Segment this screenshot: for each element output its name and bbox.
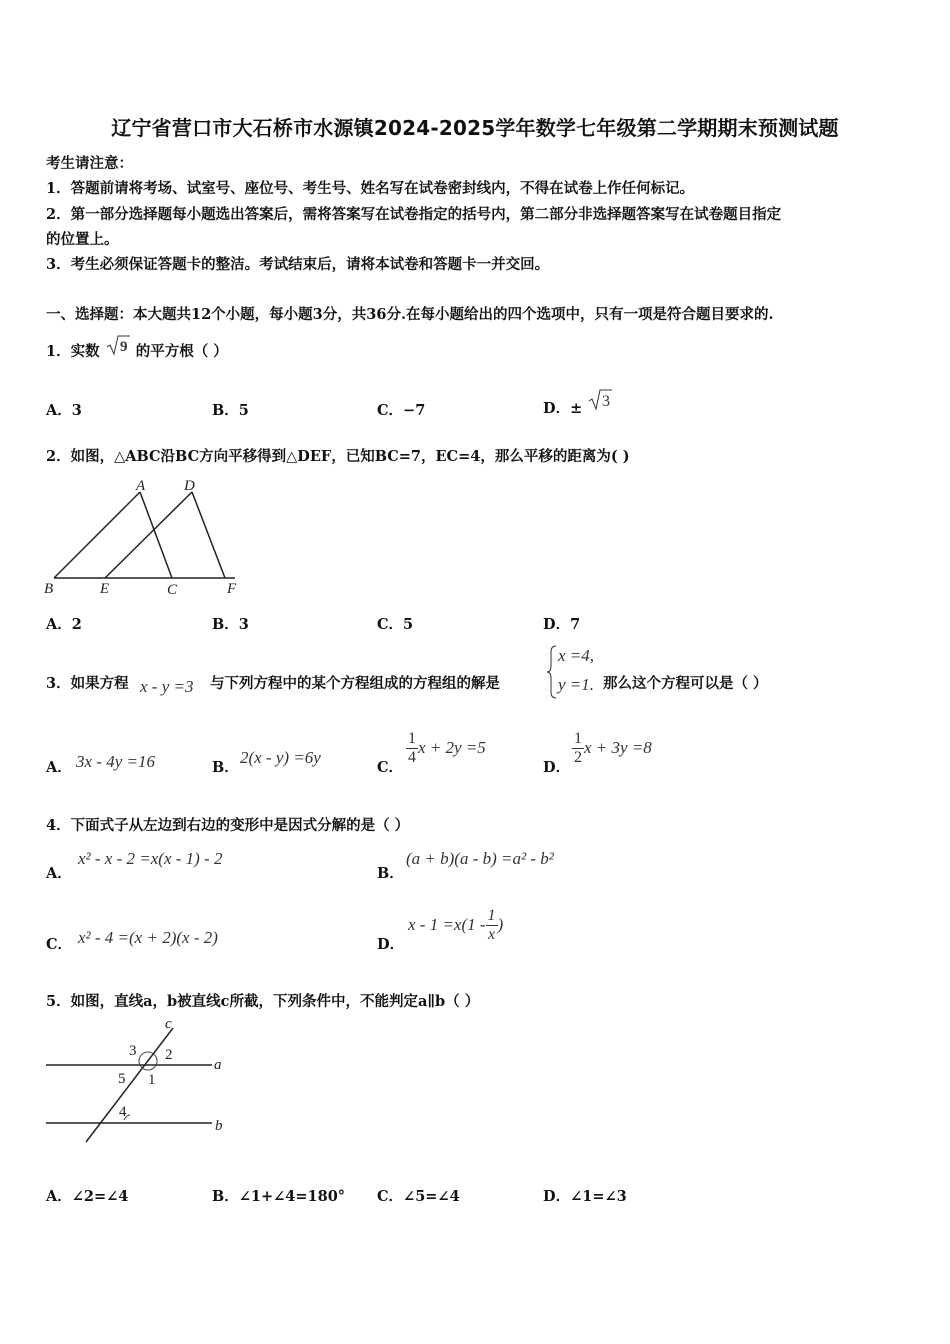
fraction: $\frac{1}{x}$ bbox=[487, 907, 496, 943]
q1-radicand: 9 bbox=[119, 339, 128, 355]
q2-option-c[interactable]: C．5 bbox=[377, 616, 414, 633]
line-df bbox=[192, 492, 225, 578]
q4-option-c[interactable]: C． bbox=[46, 936, 73, 953]
label-d: D bbox=[184, 478, 195, 494]
fraction: $\frac{1}{2}$ bbox=[574, 730, 582, 766]
page-title: 辽宁省营口市大石桥市水源镇2024-2025学年数学七年级第二学期期末预测试题 bbox=[111, 116, 839, 140]
q3-option-b-expr: 2(x - y) =6y bbox=[240, 748, 321, 767]
q3-option-a-expr: 3x - 4y =16 bbox=[76, 752, 155, 771]
q1-d-radicand: 3 bbox=[602, 393, 611, 410]
q1-option-a[interactable]: A．3 bbox=[46, 402, 82, 419]
q1-option-d[interactable] bbox=[543, 387, 613, 418]
angle-4-label: 4 bbox=[119, 1104, 127, 1120]
q3-stem-suffix: 那么这个方程可以是（ ） bbox=[603, 675, 768, 692]
q3-option-d-expr: $\frac{1}{2}$ x + 3y =8 bbox=[574, 730, 652, 766]
q1-stem-suffix: 的平方根（ ） bbox=[135, 343, 228, 360]
q3-stem-prefix: 3．如果方程 bbox=[46, 675, 129, 692]
q5-option-d[interactable]: D．∠1=∠3 bbox=[543, 1188, 627, 1205]
label-b: b bbox=[215, 1118, 223, 1134]
fraction: $\frac{1}{4}$ bbox=[408, 730, 416, 766]
angle-3-label: 3 bbox=[129, 1043, 137, 1059]
q3-option-c-expr: $\frac{1}{4}$ x + 2y =5 bbox=[408, 730, 486, 766]
q2-option-a[interactable]: A．2 bbox=[46, 616, 82, 633]
q4-option-b-expr: (a + b)(a - b) =a² - b² bbox=[406, 849, 554, 868]
label-a: A bbox=[136, 478, 146, 494]
q1-option-c[interactable]: C．−7 bbox=[377, 402, 426, 419]
q4-option-c-expr: x² - 4 =(x + 2)(x - 2) bbox=[78, 928, 218, 947]
q5-option-b[interactable]: B．∠1+∠4=180° bbox=[212, 1188, 346, 1205]
q4-option-d[interactable]: D． bbox=[377, 936, 405, 953]
notice-item: 1．答题前请将考场、试室号、座位号、考生号、姓名写在试卷密封线内，不得在试卷上作任何标记。 bbox=[46, 180, 695, 197]
angle-5-label: 5 bbox=[118, 1071, 126, 1087]
q3-stem-middle: 与下列方程中的某个方程组成的方程组的解是 bbox=[210, 675, 500, 692]
notice-heading: 考生请注意： bbox=[46, 155, 133, 172]
q3-option-c[interactable]: C． bbox=[377, 759, 404, 776]
q3-system-line1: x =4, bbox=[558, 646, 595, 665]
sqrt-icon bbox=[105, 334, 131, 358]
q5-parallel-lines-figure bbox=[40, 1014, 240, 1149]
q5-option-a[interactable]: A．∠2=∠4 bbox=[46, 1188, 129, 1205]
q3-equation: x - y =3 bbox=[140, 677, 194, 696]
q1-stem bbox=[46, 340, 228, 361]
sqrt-icon bbox=[587, 387, 613, 413]
q2-stem: 2．如图，△ABC沿BC方向平移得到△DEF，已知BC=7，EC=4，那么平移的距离为( ) bbox=[46, 448, 630, 465]
q2-option-b[interactable]: B．3 bbox=[212, 616, 249, 633]
notice-item: 3．考生必须保证答题卡的整洁。考试结束后，请将本试卷和答题卡一并交回。 bbox=[46, 256, 550, 273]
line-ac bbox=[140, 492, 172, 578]
section-heading: 一、选择题：本大题共12个小题，每小题3分，共36分.在每小题给出的四个选项中，只有一项是符合题目要求的. bbox=[46, 306, 774, 323]
brace-icon bbox=[546, 644, 558, 700]
label-e: E bbox=[100, 581, 110, 597]
angle-2-label: 2 bbox=[165, 1047, 173, 1063]
notice-item: 的位置上。 bbox=[46, 231, 119, 248]
label-a: a bbox=[214, 1057, 222, 1073]
q1-option-b[interactable]: B．5 bbox=[212, 402, 249, 419]
q4-option-b[interactable]: B． bbox=[377, 865, 404, 882]
label-b: B bbox=[44, 581, 54, 597]
notice-item: 2．第一部分选择题每小题选出答案后，需将答案写在试卷指定的括号内，第二部分非选择题答案写在试卷题目指定 bbox=[46, 206, 782, 223]
q3-option-b[interactable]: B． bbox=[212, 759, 239, 776]
q4-stem: 4．下面式子从左边到右边的变形中是因式分解的是（ ） bbox=[46, 817, 410, 834]
q1-stem-prefix: 1．实数 bbox=[46, 343, 100, 360]
q3-option-a[interactable]: A． bbox=[46, 759, 72, 776]
q4-option-d-expr: x - 1 =x(1 - $\frac{1}{x}$ ) bbox=[408, 907, 504, 943]
q2-triangle-figure bbox=[40, 475, 250, 600]
q4-option-a[interactable]: A． bbox=[46, 865, 72, 882]
q5-option-c[interactable]: C．∠5=∠4 bbox=[377, 1188, 460, 1205]
q5-stem: 5．如图，直线a，b被直线c所截，下列条件中，不能判定a∥b（ ） bbox=[46, 993, 480, 1010]
q3-system-line2: y =1. bbox=[558, 675, 595, 694]
label-f: F bbox=[227, 581, 237, 597]
label-c: c bbox=[165, 1016, 172, 1032]
line-de bbox=[105, 492, 192, 578]
angle-1-label: 1 bbox=[148, 1072, 156, 1088]
q2-option-d[interactable]: D．7 bbox=[543, 616, 581, 633]
q4-option-a-expr: x² - x - 2 =x(x - 1) - 2 bbox=[78, 849, 223, 868]
q3-option-d[interactable]: D． bbox=[543, 759, 571, 776]
line-ab bbox=[54, 492, 140, 578]
label-c: C bbox=[167, 582, 178, 598]
q1-option-d-label: D．± bbox=[543, 400, 583, 417]
